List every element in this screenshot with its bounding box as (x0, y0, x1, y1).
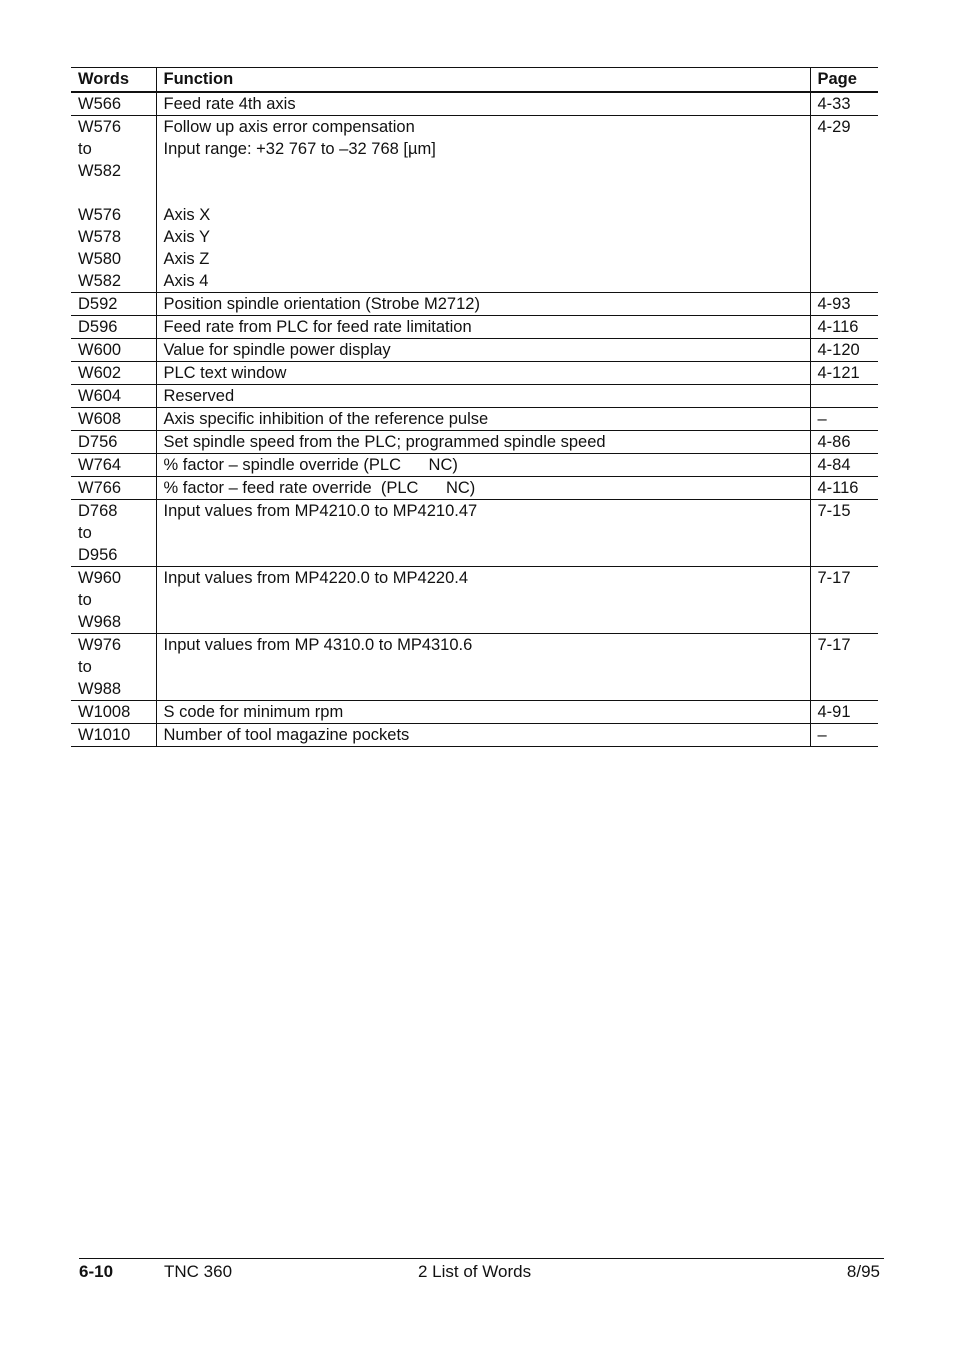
header-row (71, 68, 878, 93)
function-cell-line: Position spindle orientation (Strobe M2712) (163, 295, 480, 313)
word-cell-line: W566 (78, 95, 122, 113)
word-cell-line: W578 (78, 228, 122, 246)
header-words: Words (71, 68, 156, 93)
function-cell (156, 293, 810, 316)
function-cell (156, 92, 810, 116)
page-cell: 4-33 (810, 92, 878, 116)
word-cell-line: D592 (78, 295, 118, 313)
word-cell (71, 316, 156, 339)
word-cell (71, 92, 156, 116)
function-cell-line: Input values from MP 4310.0 to MP4310.6 (163, 636, 473, 654)
word-cell-line: W976 (78, 636, 122, 654)
function-cell (156, 362, 810, 385)
word-cell-line: W608 (78, 410, 122, 428)
table-row (71, 92, 878, 116)
page-cell: 4-121 (810, 362, 878, 385)
table-row (71, 454, 878, 477)
function-cell (156, 316, 810, 339)
word-cell-line: D956 (78, 546, 118, 564)
page-cell: 7-17 (810, 567, 878, 634)
page-cell: – (810, 724, 878, 747)
table-row (71, 339, 878, 362)
function-cell-line: % factor – spindle override (PLC NC) (163, 456, 458, 474)
function-cell-line: Input values from MP4210.0 to MP4210.47 (163, 502, 478, 520)
page-cell: 7-15 (810, 500, 878, 567)
word-cell (71, 634, 156, 701)
word-cell (71, 362, 156, 385)
word-cell (71, 408, 156, 431)
word-cell-line: D768 (78, 502, 118, 520)
word-cell-line: W988 (78, 680, 122, 698)
footer-section-title: 2 List of Words (418, 1262, 532, 1281)
word-cell (71, 567, 156, 634)
function-cell-line (164, 160, 810, 182)
word-cell-line: to (78, 591, 92, 609)
function-cell-line: PLC text window (163, 364, 287, 382)
page-cell: 7-17 (810, 634, 878, 701)
word-cell-line: W600 (78, 341, 122, 359)
word-cell-line: W604 (78, 387, 122, 405)
word-cell-line: D756 (78, 433, 118, 451)
function-cell (156, 724, 810, 747)
word-cell-line: W582 (78, 162, 122, 180)
word-cell-line: D596 (78, 318, 118, 336)
function-cell (156, 408, 810, 431)
table-row (71, 500, 878, 567)
word-cell (71, 477, 156, 500)
page-cell: 4-116 (810, 477, 878, 500)
page-cell: 4-86 (810, 431, 878, 454)
page-cell: 4-116 (810, 316, 878, 339)
function-cell (156, 339, 810, 362)
word-cell (71, 454, 156, 477)
header-function: Function (156, 68, 810, 93)
function-cell (156, 500, 810, 567)
function-cell-line: Axis specific inhibition of the reference pulse (163, 410, 489, 428)
function-cell-line: Input range: +32 767 to –32 768 [µm] (163, 140, 436, 158)
table-body (71, 92, 878, 747)
page-cell (810, 385, 878, 408)
word-cell-line: W602 (78, 364, 122, 382)
footer-product-name: TNC 360 (164, 1262, 233, 1281)
table-row (71, 701, 878, 724)
table-row (71, 362, 878, 385)
page-cell: 4-84 (810, 454, 878, 477)
word-cell-line: W764 (78, 456, 122, 474)
table-header (71, 68, 878, 93)
table-row (71, 385, 878, 408)
table-row (71, 408, 878, 431)
function-cell-line: Feed rate from PLC for feed rate limitation (163, 318, 472, 336)
word-cell (71, 385, 156, 408)
word-cell-line: W1008 (78, 703, 131, 721)
function-cell (156, 567, 810, 634)
function-cell-line: Feed rate 4th axis (163, 95, 296, 113)
function-cell-line: % factor – feed rate override (PLC NC) (163, 479, 476, 497)
word-cell-line: W576 (78, 206, 122, 224)
word-cell-line: W1010 (78, 726, 131, 744)
page-cell: 4-29 (810, 116, 878, 293)
function-cell-line: Set spindle speed from the PLC; programmed spindle speed (163, 433, 606, 451)
word-cell (71, 431, 156, 454)
function-cell-line: Number of tool magazine pockets (163, 726, 410, 744)
function-cell-line: Axis 4 (163, 272, 209, 290)
function-cell-line: S code for minimum rpm (163, 703, 344, 721)
function-cell-line: Axis Y (163, 228, 210, 246)
table-row (71, 477, 878, 500)
function-cell-line: Reserved (163, 387, 235, 405)
footer-date: 8/95 (846, 1262, 880, 1281)
word-cell-line: to (78, 524, 92, 542)
table-row (71, 634, 878, 701)
function-cell (156, 385, 810, 408)
word-cell (71, 500, 156, 567)
table-row (71, 316, 878, 339)
word-cell-line: W960 (78, 569, 122, 587)
function-cell-line: Input values from MP4220.0 to MP4220.4 (163, 569, 469, 587)
function-cell (156, 634, 810, 701)
word-cell (71, 339, 156, 362)
footer-divider (79, 1258, 884, 1259)
page-cell: – (810, 408, 878, 431)
page-cell: 4-93 (810, 293, 878, 316)
word-cell-line (78, 182, 156, 204)
page-cell: 4-120 (810, 339, 878, 362)
function-cell-line: Axis Z (163, 250, 210, 268)
words-table (71, 67, 878, 747)
function-cell (156, 454, 810, 477)
function-cell-line: Value for spindle power display (163, 341, 391, 359)
word-cell-line: to (78, 140, 92, 158)
table-row (71, 724, 878, 747)
function-cell-line: Axis X (163, 206, 211, 224)
word-cell (71, 116, 156, 293)
word-cell-line: W576 (78, 118, 122, 136)
function-cell (156, 477, 810, 500)
table-row (71, 567, 878, 634)
word-cell-line: W582 (78, 272, 122, 290)
word-cell-line: W968 (78, 613, 122, 631)
function-cell (156, 116, 810, 293)
function-cell-line: Follow up axis error compensation (163, 118, 415, 136)
word-cell (71, 724, 156, 747)
word-cell-line: W766 (78, 479, 122, 497)
header-page: Page (810, 68, 878, 93)
word-cell-line: to (78, 658, 92, 676)
page-cell: 4-91 (810, 701, 878, 724)
function-cell-line (164, 182, 810, 204)
table-row (71, 116, 878, 293)
footer-page-number: 6-10 (79, 1262, 114, 1281)
word-cell-line: W580 (78, 250, 122, 268)
word-cell (71, 701, 156, 724)
table-row (71, 431, 878, 454)
word-cell (71, 293, 156, 316)
table-row (71, 293, 878, 316)
function-cell (156, 431, 810, 454)
function-cell (156, 701, 810, 724)
